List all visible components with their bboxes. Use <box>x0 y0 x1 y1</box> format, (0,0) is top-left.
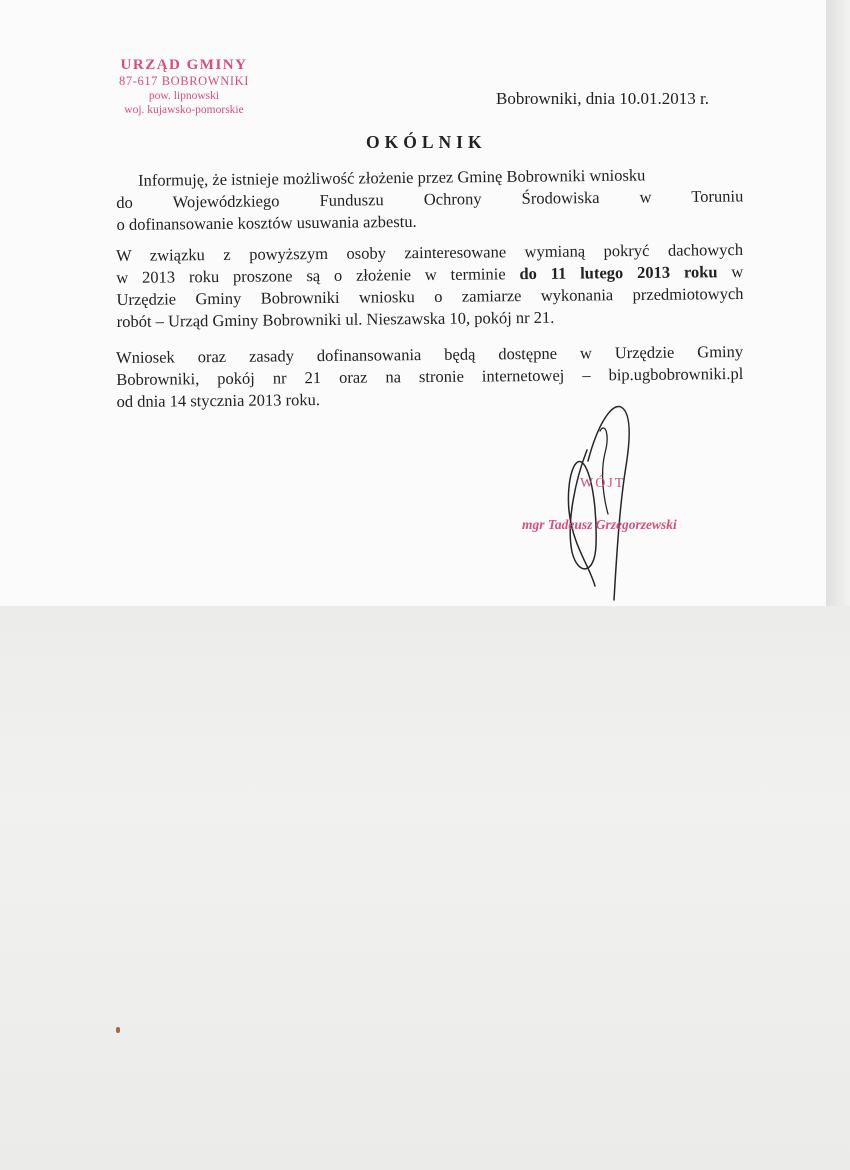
paragraph-line: od dnia 14 stycznia 2013 roku. <box>116 390 321 411</box>
paragraph-line: robót – Urząd Gminy Bobrowniki ul. Nieszawska 10, pokój nr 21. <box>116 307 555 331</box>
paragraph-line: o dofinansowanie kosztów usuwania azbestu. <box>116 211 417 234</box>
handwritten-signature <box>548 396 648 610</box>
paragraph-information <box>116 163 744 236</box>
date-line: Bobrowniki, dnia 10.01.2013 r. <box>496 89 709 108</box>
paragraph-line: Bobrowniki, pokój nr 21 oraz na stronie internetowej – bip.ugbobrowniki.pl <box>116 363 744 389</box>
stamp-voivodeship: woj. kujawsko-pomorskie <box>124 104 244 116</box>
stamp-title: URZĄD GMINY <box>120 57 248 73</box>
office-stamp <box>102 56 266 117</box>
paragraph-line: Wniosek oraz zasady dofinansowania będą dostępne w Urzędzie Gminy <box>116 341 744 367</box>
deadline-line-start: w 2013 roku proszone są o złożenie w terminie <box>116 264 506 287</box>
paragraph-line: W związku z powyższym osoby zainteresowane wymianą pokryć dachowych <box>116 239 744 265</box>
paragraph-deadline <box>116 239 744 333</box>
paragraph-availability <box>116 341 744 413</box>
deadline-line-end: w <box>731 261 744 282</box>
stamp-postal-code: 87-617 BOBROWNIKI <box>119 74 249 88</box>
stamp-county: pow. lipnowski <box>148 90 220 102</box>
signer-name: mgr Tadeusz Grzegorzewski <box>522 517 677 532</box>
paragraph-line: Informuję, że istnieje możliwość złożenie przez Gminę Bobrowniki wniosku <box>138 165 646 190</box>
paragraph-line: do Wojewódzkiego Funduszu Ochrony Środowiska w Toruniu <box>116 186 744 212</box>
blank-lower-sheet <box>0 606 850 1170</box>
scan-edge-shadow <box>826 0 850 606</box>
signature-role: WÓJT <box>580 476 626 491</box>
deadline-date: do 11 lutego 2013 roku <box>519 262 718 284</box>
document-title: OKÓLNIK <box>366 132 487 152</box>
paragraph-line: Urzędzie Gminy Bobrowniki wniosku o zamiarze wykonania przedmiotowych <box>116 283 744 309</box>
paper-speck <box>116 1027 120 1033</box>
